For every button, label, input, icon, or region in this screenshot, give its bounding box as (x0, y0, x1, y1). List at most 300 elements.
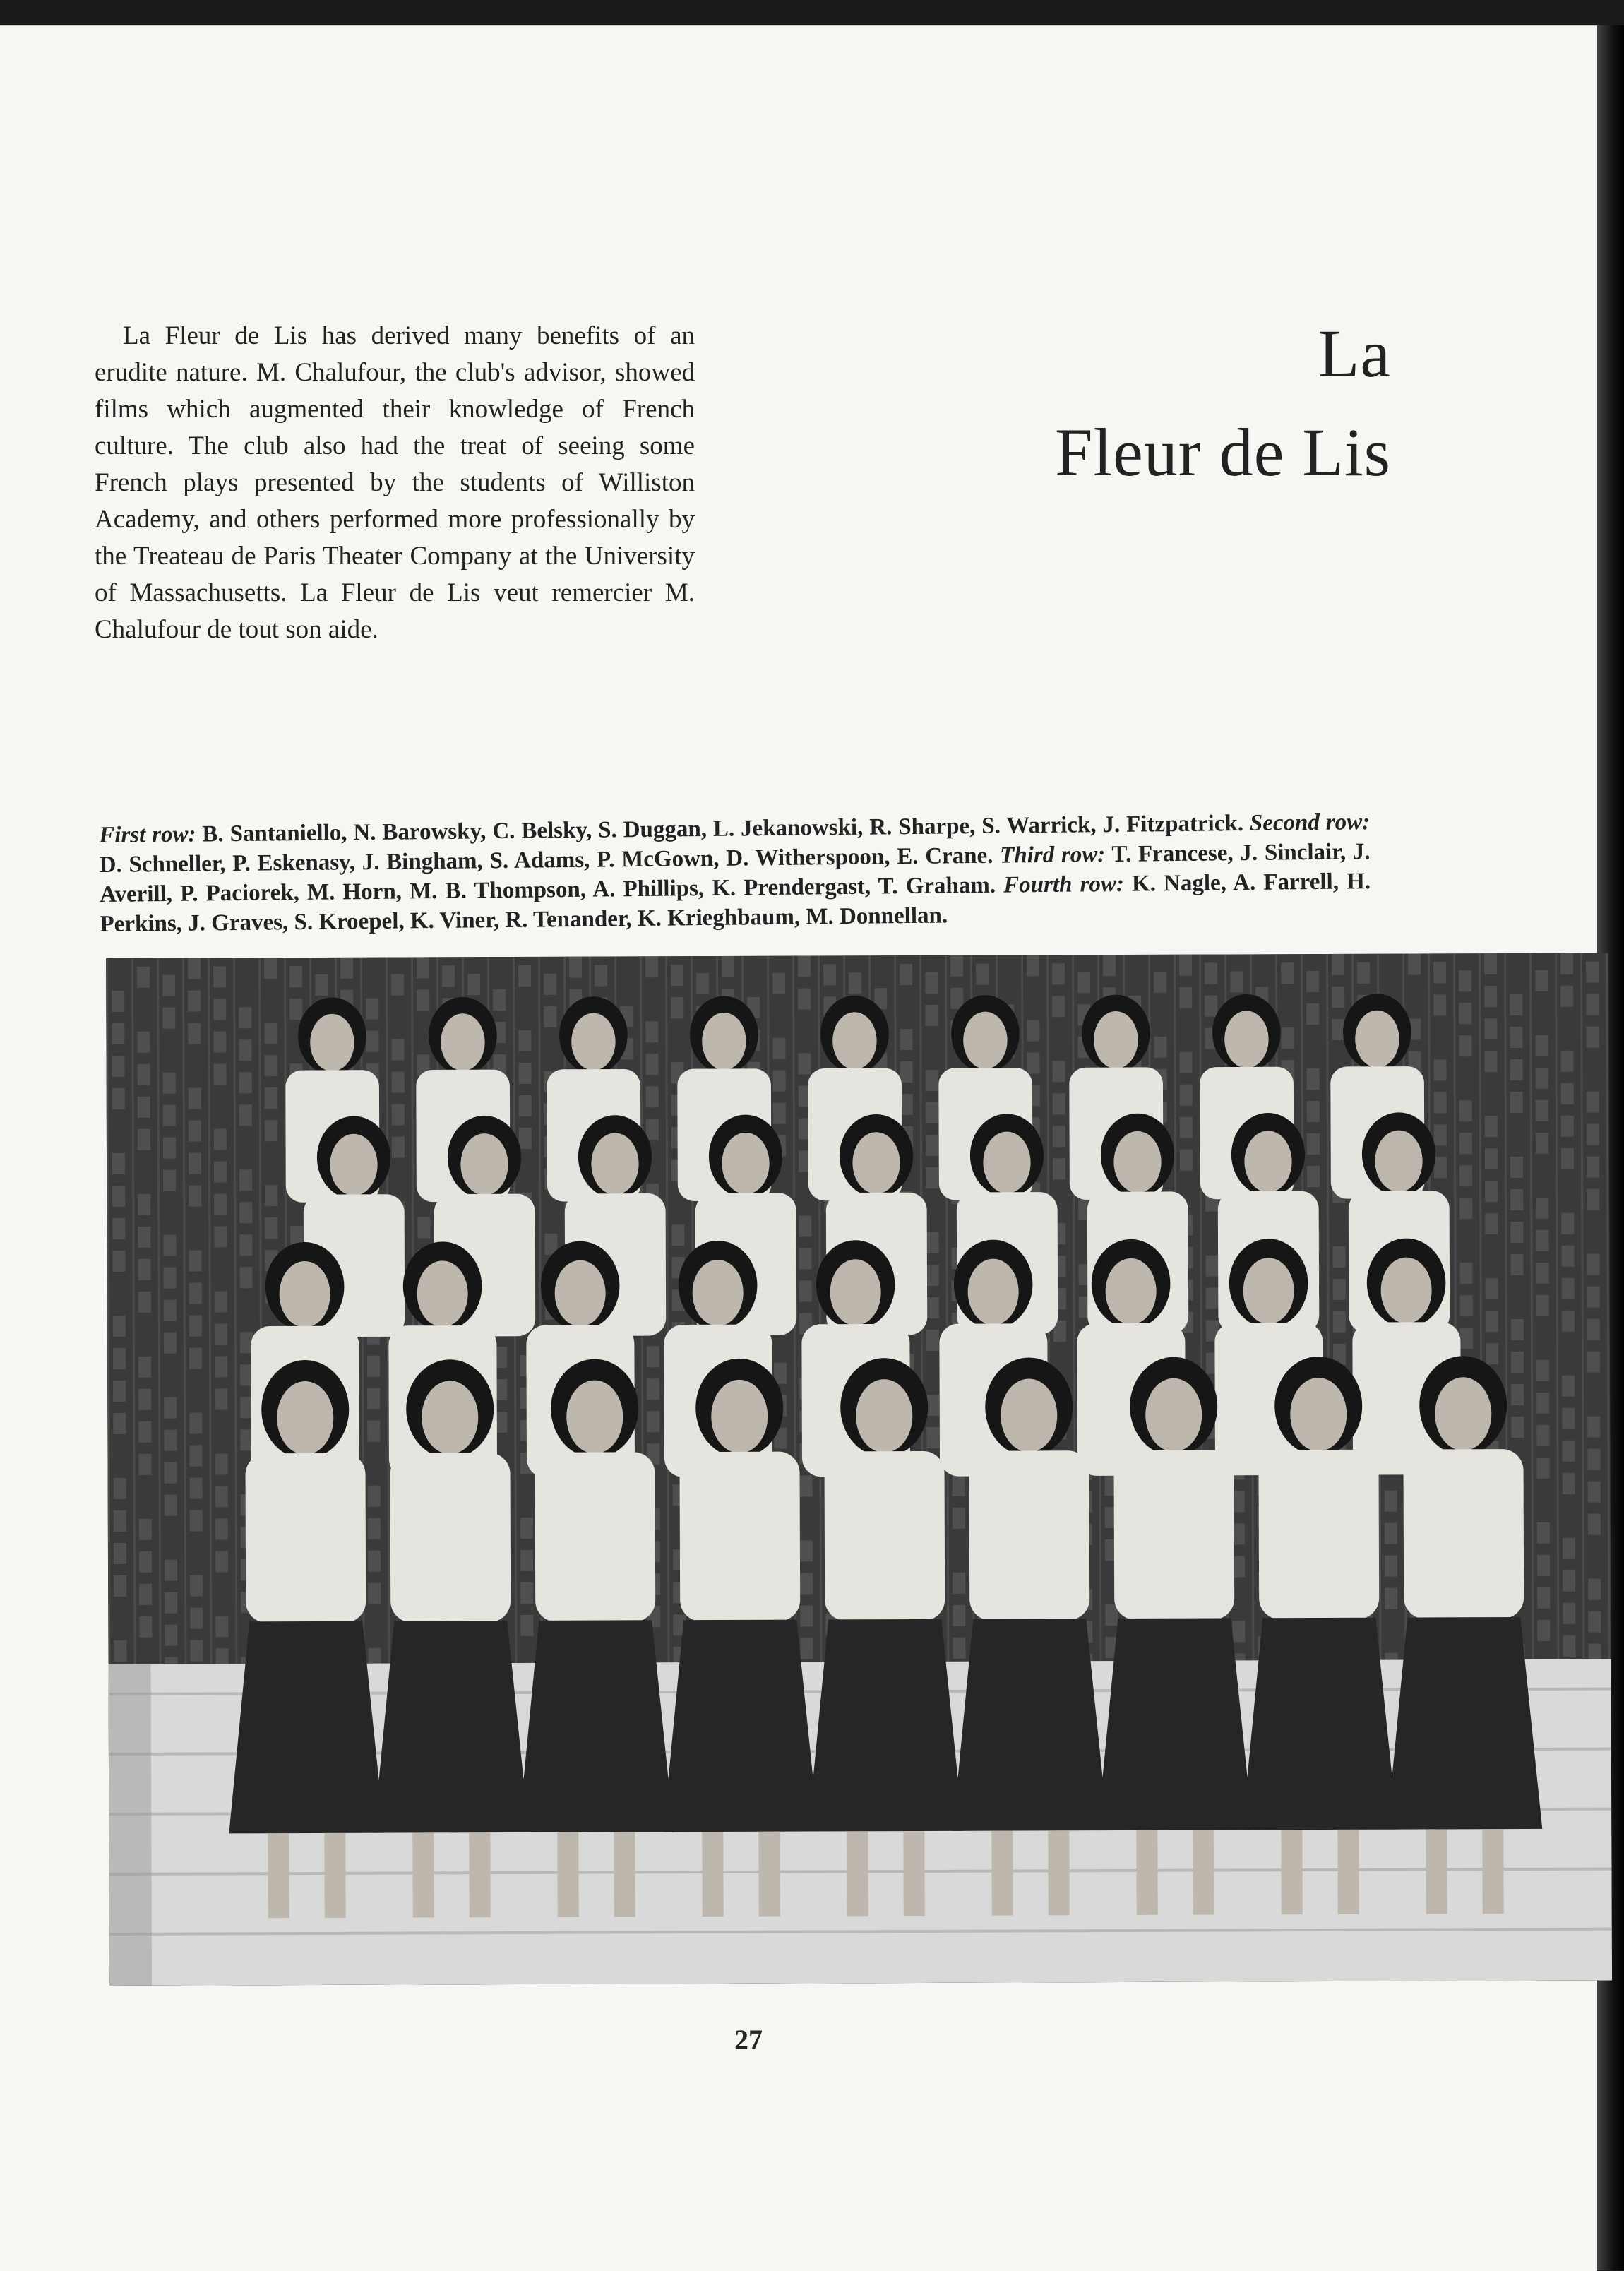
drape-block (1587, 1417, 1600, 1438)
drape-block (1536, 1458, 1549, 1479)
drape-block (467, 974, 480, 995)
drape-block (1485, 1148, 1498, 1169)
drape-block (799, 1216, 811, 1237)
drape-block (417, 1217, 430, 1238)
drape-block (1485, 1213, 1498, 1234)
drape-block (214, 1193, 227, 1215)
person-leg (1193, 1830, 1214, 1915)
drape-block (1179, 987, 1192, 1008)
drape-block (1510, 1157, 1523, 1178)
drape-block (189, 1283, 202, 1304)
drape-block (215, 1323, 227, 1345)
person-leg (847, 1831, 868, 1916)
drape-block (1510, 1092, 1523, 1113)
drape-block (1459, 1035, 1471, 1056)
drape-block (1537, 1555, 1550, 1576)
drape-block (1511, 1352, 1524, 1373)
drape-block (1587, 1157, 1599, 1178)
drape-block (647, 1411, 659, 1432)
drape-block (164, 1397, 177, 1419)
drape-block (1306, 971, 1319, 992)
drape-block (1536, 1393, 1549, 1414)
drape-block (264, 1055, 277, 1076)
drape-block (1052, 996, 1065, 1017)
third-row-label: Third row: (1000, 842, 1105, 869)
drape-block (113, 1316, 126, 1337)
drape-block (164, 1462, 177, 1484)
drape-block (239, 1234, 252, 1256)
drape-block (1536, 1068, 1548, 1089)
person-face (702, 1013, 746, 1070)
drape-block (391, 1039, 404, 1061)
drape-block (823, 964, 836, 985)
drape-block (366, 999, 378, 1020)
drape-block (215, 1486, 228, 1507)
drape-block (215, 1388, 227, 1409)
person-face (460, 1133, 508, 1196)
drape-block (112, 991, 124, 1012)
drape-block (520, 1518, 533, 1539)
drape-block (772, 1038, 785, 1059)
drape-block (1510, 1059, 1523, 1080)
drape-block (1281, 962, 1294, 984)
drape-block (138, 1292, 151, 1313)
drape-block (671, 1224, 684, 1246)
drape-block (367, 1356, 380, 1377)
drape-block (671, 965, 683, 986)
drape-block (368, 1583, 381, 1604)
drape-block (164, 1300, 177, 1321)
drape-block (1536, 1198, 1548, 1219)
drape-block (137, 967, 150, 988)
drape-block (1560, 986, 1573, 1007)
drape-block (240, 1397, 253, 1418)
person-face (310, 1014, 354, 1071)
drape-block (1588, 1579, 1601, 1600)
drape-block (1562, 1408, 1575, 1429)
drape-block (1307, 1133, 1320, 1155)
drape-block (1105, 1604, 1118, 1626)
person-face (417, 1260, 467, 1327)
drape-block (1563, 1570, 1575, 1592)
drape-block (926, 1265, 939, 1286)
drape-block (239, 1202, 252, 1223)
person-face (591, 1133, 639, 1195)
person-leg (557, 1832, 578, 1917)
drape-block (1053, 1061, 1065, 1082)
drape-block (1205, 1256, 1218, 1277)
person-leg (702, 1832, 723, 1917)
drape-block (1511, 1319, 1524, 1340)
drape-block (1510, 1027, 1522, 1048)
drape-block (798, 956, 811, 977)
drape-block (164, 1430, 177, 1451)
drape-block (214, 1161, 227, 1182)
drape-block (1587, 1124, 1599, 1145)
drape-block (1588, 1482, 1601, 1503)
drape-block (1484, 1051, 1497, 1072)
person-face (1243, 1258, 1294, 1324)
drape-block (189, 1348, 202, 1369)
drape-block (773, 1103, 786, 1124)
drape-block (671, 997, 683, 1018)
drape-block (647, 1378, 659, 1400)
drape-block (900, 1094, 913, 1115)
drape-block (239, 1039, 251, 1061)
drape-block (368, 1486, 381, 1507)
person-leg (1048, 1830, 1069, 1915)
drape-block (773, 1071, 786, 1092)
drape-block (1587, 1449, 1600, 1470)
drape-block (800, 1638, 813, 1659)
drape-block (1536, 1100, 1548, 1121)
drape-block (1511, 1417, 1524, 1438)
drape-block (1536, 1360, 1549, 1381)
drape-block (240, 1429, 253, 1450)
drape-block (518, 1030, 531, 1051)
drape-block (1103, 955, 1116, 976)
drape-block (772, 973, 785, 994)
drape-block (164, 1268, 177, 1289)
drape-block (164, 1333, 177, 1354)
drape-block (165, 1625, 177, 1646)
drape-block (112, 1218, 125, 1239)
drape-block (1333, 1311, 1346, 1333)
drape-block (138, 1064, 150, 1085)
drape-block (1561, 1213, 1574, 1234)
drape-block (926, 1232, 938, 1253)
drape-block (646, 1086, 659, 1107)
drape-block (1459, 1198, 1472, 1219)
person-leg (1281, 1830, 1302, 1914)
drape-block (1562, 1441, 1575, 1462)
drape-block (800, 1606, 813, 1627)
drape-block (1027, 1020, 1039, 1041)
drape-block (1588, 1514, 1601, 1535)
drape-block (139, 1616, 152, 1638)
person-skirt (518, 1620, 674, 1832)
drape-block (953, 1605, 965, 1626)
drape-block (925, 972, 938, 994)
person-face (1355, 1011, 1399, 1068)
drape-block (1537, 1620, 1550, 1641)
drape-block (190, 1640, 203, 1662)
drape-block (1560, 953, 1573, 974)
drape-block (240, 1332, 253, 1353)
person-face (711, 1380, 768, 1453)
drape-block (190, 1510, 203, 1532)
drape-block (1179, 955, 1192, 976)
drape-block (1510, 1189, 1523, 1210)
drape-block (1332, 1246, 1345, 1268)
person-skirt (373, 1621, 529, 1833)
drape-block (1307, 1101, 1320, 1122)
person-skirt (952, 1619, 1108, 1831)
drape-block (239, 1169, 252, 1191)
drape-block (1537, 1587, 1550, 1609)
drape-block (289, 966, 302, 987)
drape-block (214, 1128, 227, 1150)
person-face (830, 1259, 880, 1325)
person-face (722, 1133, 770, 1195)
drape-block (1180, 1117, 1193, 1138)
drape-block (1385, 1491, 1397, 1512)
drape-block (1385, 1523, 1397, 1544)
drape-block (926, 1167, 938, 1188)
drape-block (1053, 1158, 1065, 1179)
person-leg (1426, 1829, 1447, 1914)
drape-block (162, 975, 175, 996)
drape-block (1459, 1165, 1472, 1186)
drape-block (417, 957, 429, 978)
drape-block (1485, 1116, 1498, 1137)
drape-block (366, 1031, 378, 1052)
drape-block (1586, 1027, 1599, 1048)
drape-block (189, 1121, 201, 1142)
drape-block (849, 972, 861, 994)
fourth-row-label: Fourth row: (1003, 871, 1124, 898)
drape-block (138, 1389, 151, 1410)
drape-block (1333, 1279, 1346, 1300)
drape-block (520, 1582, 533, 1604)
drape-block (1510, 1254, 1523, 1275)
drape-block (1563, 1635, 1575, 1657)
person-leg (469, 1832, 490, 1917)
club-title-line-2: Fleur de Lis (1055, 413, 1391, 491)
drape-block (1307, 1166, 1320, 1187)
person-face (1145, 1378, 1202, 1452)
drape-block (367, 1421, 380, 1442)
person-blouse (535, 1452, 655, 1622)
drape-block (137, 1032, 150, 1053)
drape-block (188, 991, 201, 1012)
drape-block (138, 1454, 151, 1475)
drape-block (1205, 996, 1217, 1017)
drape-block (340, 958, 353, 979)
drape-block (239, 1072, 252, 1093)
drape-block (953, 1508, 965, 1529)
drape-block (800, 1541, 813, 1562)
drape-block (163, 1138, 176, 1159)
drape-block (1052, 963, 1065, 984)
person-skirt (228, 1621, 384, 1834)
drape-block (1385, 1556, 1397, 1577)
drape-block (1077, 972, 1090, 993)
drape-block (1586, 962, 1599, 983)
person-blouse (245, 1453, 366, 1623)
drape-block (926, 1297, 939, 1318)
drape-block (1560, 1051, 1573, 1072)
drape-block (569, 957, 582, 978)
drape-block (900, 964, 912, 985)
person-face (1113, 1131, 1162, 1193)
drape-block (239, 1104, 252, 1126)
drape-block (112, 1186, 125, 1207)
drape-block (1332, 1019, 1344, 1040)
first-row-label: First row: (99, 822, 196, 848)
drape-block (1535, 970, 1548, 991)
drape-block (544, 1006, 556, 1027)
drape-block (189, 1088, 201, 1109)
drape-block (1562, 1311, 1575, 1332)
drape-block (163, 1235, 176, 1256)
drape-block (189, 1446, 202, 1467)
drape-block (647, 1346, 659, 1367)
person-face (983, 1131, 1031, 1193)
drape-block (215, 1291, 227, 1312)
drape-block (1561, 1246, 1574, 1267)
drape-block (1586, 994, 1599, 1015)
person-blouse (1403, 1449, 1524, 1619)
drape-block (1332, 987, 1344, 1008)
drape-block (1460, 1328, 1473, 1349)
drape-block (520, 1615, 533, 1636)
drape-block (1587, 1254, 1599, 1275)
drape-block (1485, 1181, 1498, 1202)
drape-block (215, 1616, 228, 1637)
drape-block (1232, 1621, 1245, 1642)
drape-block (1537, 1522, 1550, 1544)
club-title-line-1: La (1318, 314, 1391, 393)
drape-block (1053, 1093, 1065, 1114)
person-face (1290, 1378, 1347, 1451)
drape-block (265, 1120, 277, 1141)
drape-block (138, 1129, 150, 1150)
drape-block (520, 1550, 533, 1571)
drape-block (189, 1251, 201, 1272)
second-row-names: D. Schneller, P. Eskenasy, J. Bingham, S. Adams, P. McGown, D. Witherspoon, E. Crane. (99, 843, 993, 878)
drape-block (113, 1413, 126, 1434)
drape-block (1587, 1189, 1599, 1210)
drape-block (1027, 1052, 1039, 1073)
drape-block (1536, 1230, 1548, 1251)
drape-block (417, 989, 429, 1011)
person-face (963, 1012, 1008, 1069)
photo-caption (99, 807, 1371, 939)
drape-block (1535, 1035, 1548, 1056)
drape-block (114, 1640, 126, 1662)
drape-block (900, 1061, 913, 1083)
person-leg (268, 1833, 289, 1918)
drape-block (138, 1227, 150, 1248)
drape-block (1434, 1092, 1447, 1113)
person-face (967, 1258, 1018, 1325)
drape-block (1408, 954, 1421, 975)
drape-block (925, 1005, 938, 1026)
drape-block (645, 1054, 658, 1075)
drape-block (1180, 1150, 1193, 1171)
drape-block (139, 1551, 152, 1573)
drape-block (953, 1573, 965, 1594)
drape-block (138, 1357, 151, 1378)
second-row-label: Second row: (1250, 809, 1371, 836)
person-face (571, 1013, 616, 1070)
drape-block (163, 1073, 176, 1094)
person-blouse (824, 1451, 945, 1621)
drape-block (519, 1063, 532, 1084)
drape-block (139, 1584, 152, 1605)
person-leg (1136, 1830, 1157, 1915)
drape-block (926, 1070, 938, 1091)
drape-block (1434, 1059, 1447, 1080)
drape-block (926, 1135, 938, 1156)
drape-block (1486, 1343, 1498, 1364)
intro-paragraph: La Fleur de Lis has derived many benefits of an erudite nature. M. Chalufour, the club's advisor, showed films which augmented their knowledge of French culture. The club also had the treat of seeing some French plays presented by the students of Williston Academy, and others performed more professionally by the Treateau de Paris Theater Company at the University of Massachusetts. La Fleur de Lis veut remercier M. Chalufour de tout son aide. (95, 318, 695, 648)
drape-block (1053, 1126, 1065, 1147)
person-face (1435, 1377, 1491, 1450)
drape-block (1027, 955, 1039, 976)
drape-block (1206, 1288, 1219, 1309)
drape-block (265, 1217, 277, 1239)
drape-block (798, 1054, 811, 1075)
drape-block (1563, 1603, 1575, 1624)
drape-block (1486, 1278, 1498, 1299)
drape-block (213, 966, 226, 987)
person-face (1105, 1258, 1156, 1325)
drape-block (976, 964, 989, 985)
drape-block (1332, 954, 1344, 975)
drape-block (114, 1543, 126, 1564)
drape-block (1154, 972, 1166, 993)
person-face (852, 1132, 900, 1194)
drape-block (265, 1087, 277, 1109)
drape-block (214, 1226, 227, 1247)
drape-block (800, 1476, 813, 1497)
first-row-names: B. Santaniello, N. Barowsky, C. Belsky, S. Duggan, L. Jekanowski, R. Sharpe, S. Warrick, J. Fitzpatrick. (202, 811, 1243, 847)
drape-block (1205, 963, 1217, 984)
person-face (1380, 1257, 1431, 1323)
page-number: 27 (734, 2023, 763, 2056)
drape-block (113, 1348, 126, 1369)
drape-block (1536, 1133, 1548, 1154)
drape-block (799, 1281, 812, 1302)
drape-block (1434, 1124, 1447, 1145)
drape-block (1510, 1222, 1523, 1243)
drape-block (138, 1259, 150, 1280)
person-face (422, 1381, 478, 1454)
drape-block (165, 1560, 177, 1581)
drape-block (953, 1638, 965, 1659)
person-leg (324, 1833, 345, 1918)
person-skirt (1386, 1617, 1542, 1830)
drape-block (1281, 1027, 1294, 1049)
drape-block (1587, 1319, 1600, 1340)
drape-block (1180, 1085, 1193, 1106)
drape-block (391, 974, 404, 996)
drape-block (1484, 1018, 1497, 1039)
drape-block (953, 1475, 965, 1496)
drape-block (798, 989, 811, 1010)
person-leg (1482, 1829, 1503, 1914)
drape-block (1510, 994, 1522, 1015)
drape-block (1562, 1376, 1575, 1397)
drape-block (1484, 953, 1497, 974)
drape-block (1385, 1588, 1397, 1609)
drape-block (645, 1021, 658, 1042)
drape-block (950, 988, 963, 1009)
person-blouse (1113, 1450, 1234, 1620)
drape-block (1561, 1116, 1574, 1137)
drape-block (162, 1008, 175, 1029)
drape-block (215, 1518, 228, 1539)
drape-block (368, 1551, 381, 1572)
group-photo-illustration (106, 953, 1612, 1986)
person-face (554, 1260, 605, 1327)
drape-block (112, 1153, 125, 1174)
drape-block (722, 956, 734, 977)
drape-block (289, 999, 302, 1020)
drape-block (519, 1095, 532, 1116)
